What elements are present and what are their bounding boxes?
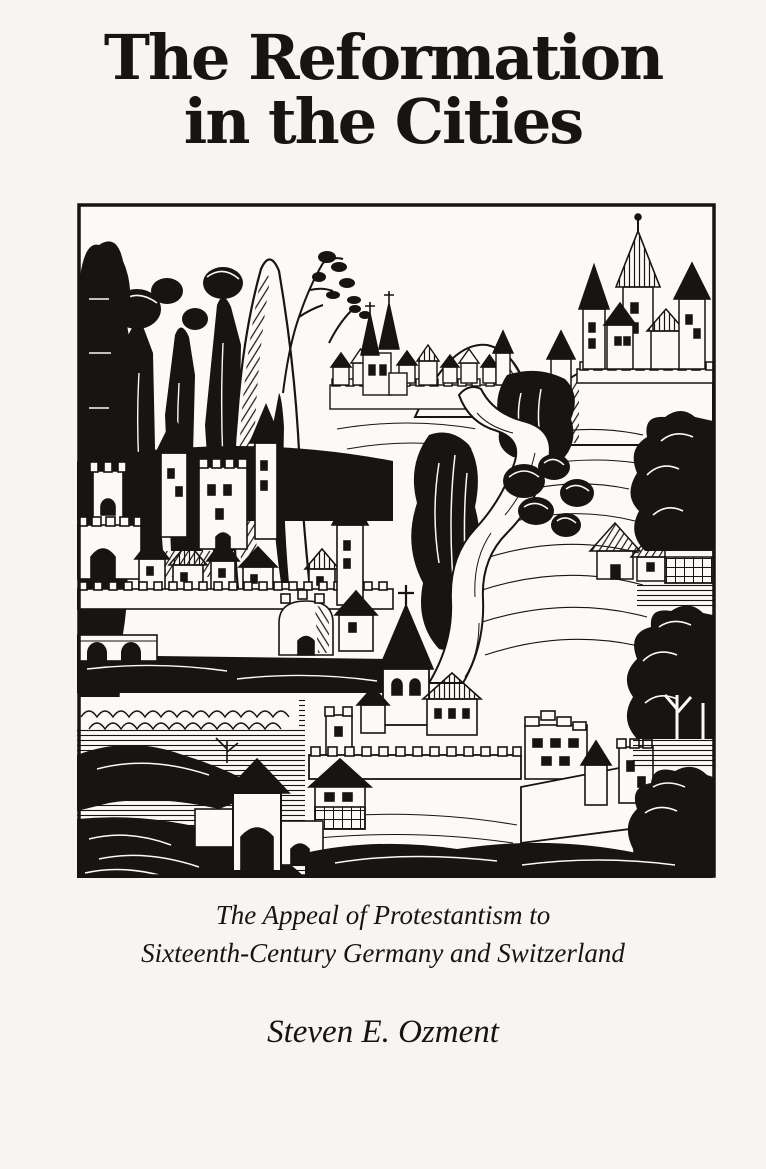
title-line-2: in the Cities bbox=[183, 84, 583, 158]
book-subtitle bbox=[0, 896, 766, 973]
book-title bbox=[0, 21, 766, 158]
woodcut-illustration bbox=[77, 203, 716, 878]
woodcut-trees-right bbox=[627, 411, 713, 878]
subtitle-line-2: Sixteenth-Century Germany and Switzerland bbox=[141, 938, 625, 969]
book-author: Steven E. Ozment bbox=[267, 1014, 499, 1050]
subtitle-line-1: The Appeal of Protestantism to bbox=[215, 900, 551, 930]
title-line-1: The Reformation bbox=[103, 21, 663, 94]
